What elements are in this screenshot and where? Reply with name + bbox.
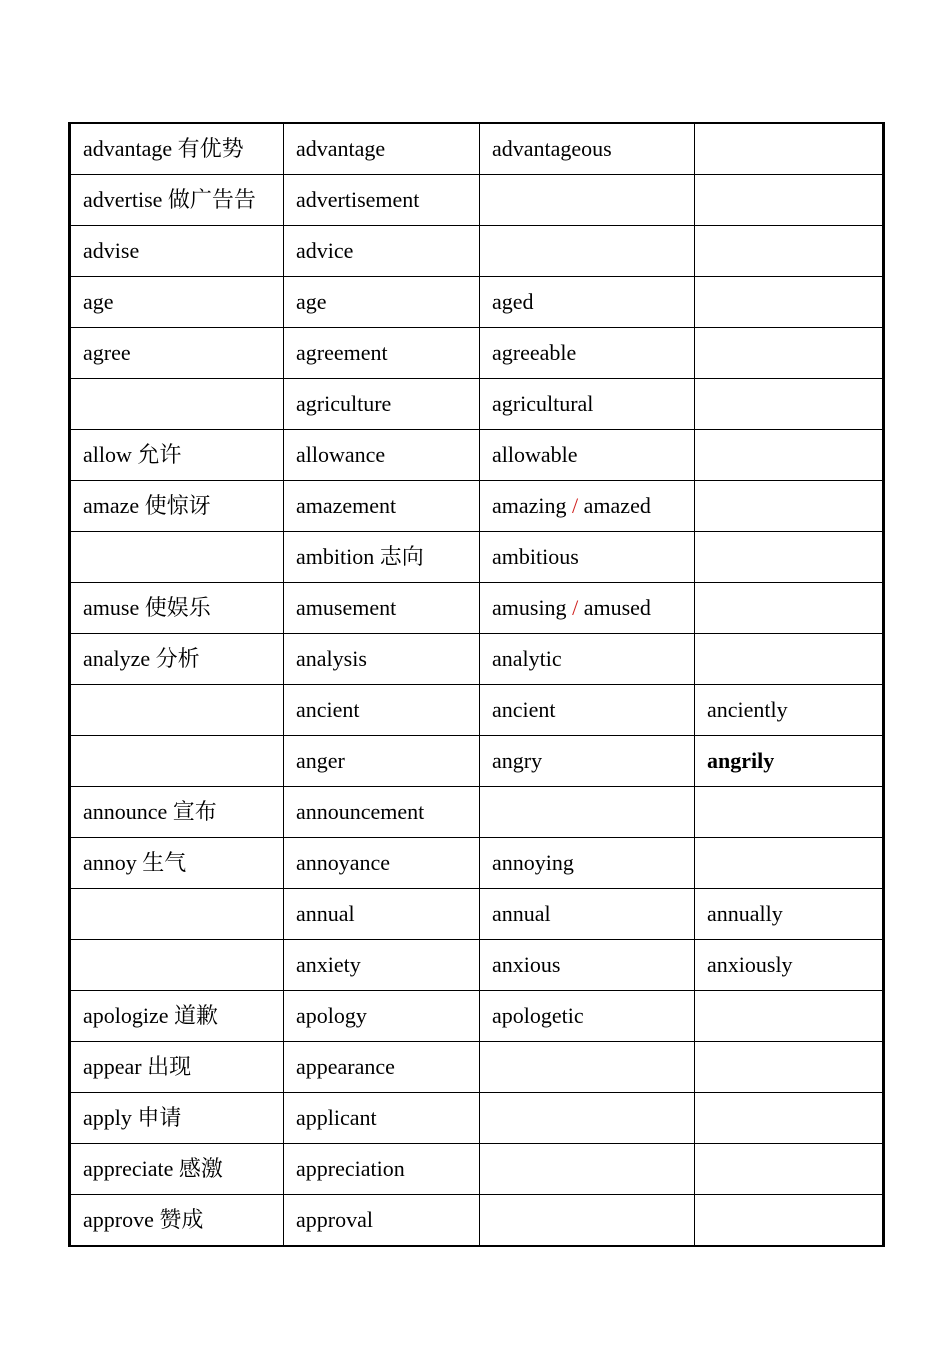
table-row <box>70 175 884 226</box>
table-cell-col4 <box>695 379 884 430</box>
table-cell-col4 <box>695 583 884 634</box>
table-cell-col2 <box>284 1144 480 1195</box>
word-text: advise <box>83 238 140 263</box>
word-text: allowable <box>492 442 578 467</box>
word-text: appear 出现 <box>83 1054 192 1079</box>
word-text: analysis <box>296 646 367 671</box>
table-cell-col1 <box>70 1042 284 1093</box>
table-cell-col2 <box>284 379 480 430</box>
table-cell-col2 <box>284 226 480 277</box>
table-cell-col1 <box>70 634 284 685</box>
table-row <box>70 634 884 685</box>
table-cell-col1 <box>70 277 284 328</box>
table-cell-col4 <box>695 736 884 787</box>
table-cell-col3 <box>480 277 695 328</box>
table-row <box>70 532 884 583</box>
table-cell-col4 <box>695 226 884 277</box>
table-cell-col3 <box>480 1195 695 1247</box>
table-cell-col2 <box>284 481 480 532</box>
word-text: annoying <box>492 850 574 875</box>
table-row <box>70 430 884 481</box>
word-text: apply 申请 <box>83 1105 182 1130</box>
table-cell-col3 <box>480 583 695 634</box>
table-cell-col1 <box>70 889 284 940</box>
word-text: anger <box>296 748 345 773</box>
word-text: agricultural <box>492 391 594 416</box>
word-text: advantage <box>296 136 386 161</box>
word-text: aged <box>492 289 534 314</box>
word-text: agriculture <box>296 391 392 416</box>
table-cell-col2 <box>284 175 480 226</box>
table-cell-col4 <box>695 175 884 226</box>
word-text: annoy 生气 <box>83 850 187 875</box>
table-row <box>70 1144 884 1195</box>
table-row <box>70 481 884 532</box>
table-cell-col3 <box>480 226 695 277</box>
table-cell-col2 <box>284 328 480 379</box>
table-cell-col3 <box>480 1093 695 1144</box>
table-cell-col1 <box>70 175 284 226</box>
table-cell-col1 <box>70 1195 284 1247</box>
table-cell-col1 <box>70 583 284 634</box>
table-cell-col4 <box>695 328 884 379</box>
table-row <box>70 1042 884 1093</box>
word-text: analytic <box>492 646 562 671</box>
table-row <box>70 940 884 991</box>
table-cell-col1 <box>70 532 284 583</box>
table-cell-col4 <box>695 430 884 481</box>
table-row <box>70 1093 884 1144</box>
table-cell-col1 <box>70 226 284 277</box>
table-cell-col4 <box>695 889 884 940</box>
word-text: advantage 有优势 <box>83 136 244 161</box>
table-cell-col1 <box>70 838 284 889</box>
word-text: appearance <box>296 1054 395 1079</box>
word-text: amused <box>578 595 651 620</box>
table-cell-col4 <box>695 123 884 175</box>
table-row <box>70 1195 884 1247</box>
table-row <box>70 685 884 736</box>
table-cell-col2 <box>284 277 480 328</box>
table-row <box>70 991 884 1042</box>
table-cell-col1 <box>70 481 284 532</box>
word-text: agreement <box>296 340 388 365</box>
table-cell-col1 <box>70 1144 284 1195</box>
table-cell-col2 <box>284 123 480 175</box>
word-text: ancient <box>296 697 360 722</box>
table-cell-col3 <box>480 634 695 685</box>
table-cell-col2 <box>284 940 480 991</box>
table-cell-col1 <box>70 787 284 838</box>
table-cell-col3 <box>480 991 695 1042</box>
table-row <box>70 123 884 175</box>
word-text: advantageous <box>492 136 612 161</box>
word-forms-table <box>68 122 885 1247</box>
word-text: annual <box>296 901 355 926</box>
word-text: agree <box>83 340 131 365</box>
word-text: appreciation <box>296 1156 405 1181</box>
word-text: apologetic <box>492 1003 584 1028</box>
table-cell-col3 <box>480 430 695 481</box>
table-cell-col2 <box>284 583 480 634</box>
table-cell-col1 <box>70 379 284 430</box>
separator-slash: / <box>572 595 579 620</box>
word-text: advertise 做广告告 <box>83 187 256 212</box>
table-cell-col3 <box>480 175 695 226</box>
table-cell-col3 <box>480 787 695 838</box>
table-cell-col1 <box>70 328 284 379</box>
word-text: anciently <box>707 697 788 722</box>
word-text: analyze 分析 <box>83 646 200 671</box>
table-cell-col3 <box>480 379 695 430</box>
table-cell-col1 <box>70 1093 284 1144</box>
word-text: applicant <box>296 1105 377 1130</box>
table-cell-col4 <box>695 991 884 1042</box>
table-cell-col3 <box>480 123 695 175</box>
table-cell-col1 <box>70 685 284 736</box>
table-cell-col3 <box>480 481 695 532</box>
word-text: annual <box>492 901 551 926</box>
word-text: appreciate 感激 <box>83 1156 223 1181</box>
table-cell-col4 <box>695 481 884 532</box>
word-text: apology <box>296 1003 367 1028</box>
table-cell-col3 <box>480 1042 695 1093</box>
word-text: age <box>83 289 114 314</box>
table-cell-col4 <box>695 1042 884 1093</box>
table-cell-col1 <box>70 940 284 991</box>
table-cell-col3 <box>480 532 695 583</box>
word-text: age <box>296 289 327 314</box>
table-cell-col4 <box>695 940 884 991</box>
table-row <box>70 328 884 379</box>
table-row <box>70 277 884 328</box>
word-text: allowance <box>296 442 386 467</box>
word-text: annually <box>707 901 783 926</box>
table-cell-col4 <box>695 1144 884 1195</box>
table-cell-col4 <box>695 532 884 583</box>
table-cell-col3 <box>480 838 695 889</box>
table-cell-col4 <box>695 1195 884 1247</box>
table-cell-col3 <box>480 940 695 991</box>
word-text: apologize 道歉 <box>83 1003 219 1028</box>
table-cell-col4 <box>695 277 884 328</box>
table-cell-col1 <box>70 123 284 175</box>
table-cell-col1 <box>70 736 284 787</box>
table-cell-col2 <box>284 889 480 940</box>
table-cell-col2 <box>284 1093 480 1144</box>
word-text: anxious <box>492 952 561 977</box>
word-text: amaze 使惊讶 <box>83 493 211 518</box>
table-cell-col2 <box>284 736 480 787</box>
word-text: approve 赞成 <box>83 1207 204 1232</box>
table-cell-col3 <box>480 328 695 379</box>
table-cell-col4 <box>695 787 884 838</box>
word-text: amusement <box>296 595 397 620</box>
table-cell-col1 <box>70 430 284 481</box>
table-cell-col3 <box>480 889 695 940</box>
word-text: amuse 使娱乐 <box>83 595 211 620</box>
table-row <box>70 226 884 277</box>
table-cell-col3 <box>480 685 695 736</box>
word-text: angrily <box>707 748 775 773</box>
separator-slash: / <box>572 493 579 518</box>
table-row <box>70 787 884 838</box>
table-cell-col2 <box>284 991 480 1042</box>
word-text: amazed <box>578 493 651 518</box>
word-text: amusing <box>492 595 573 620</box>
word-text: anxiously <box>707 952 793 977</box>
table-cell-col2 <box>284 787 480 838</box>
word-text: advice <box>296 238 354 263</box>
table-cell-col2 <box>284 532 480 583</box>
table-cell-col2 <box>284 1042 480 1093</box>
word-text: ancient <box>492 697 556 722</box>
table-cell-col2 <box>284 838 480 889</box>
word-text: angry <box>492 748 543 773</box>
word-text: amazing <box>492 493 573 518</box>
word-text: agreeable <box>492 340 577 365</box>
table-row <box>70 583 884 634</box>
table-cell-col3 <box>480 1144 695 1195</box>
word-text: announce 宣布 <box>83 799 217 824</box>
word-text: ambitious <box>492 544 579 569</box>
word-text: anxiety <box>296 952 361 977</box>
word-text: advertisement <box>296 187 420 212</box>
table-cell-col4 <box>695 634 884 685</box>
word-text: amazement <box>296 493 397 518</box>
table-cell-col2 <box>284 685 480 736</box>
table-cell-col4 <box>695 838 884 889</box>
word-text: annoyance <box>296 850 391 875</box>
table-row <box>70 379 884 430</box>
word-text: ambition 志向 <box>296 544 424 569</box>
table-cell-col3 <box>480 736 695 787</box>
word-text: announcement <box>296 799 425 824</box>
table-cell-col4 <box>695 685 884 736</box>
word-text: approval <box>296 1207 373 1232</box>
word-text: allow 允许 <box>83 442 182 467</box>
table-cell-col1 <box>70 991 284 1042</box>
table-row <box>70 736 884 787</box>
table-cell-col2 <box>284 430 480 481</box>
table-cell-col2 <box>284 1195 480 1247</box>
table-cell-col2 <box>284 634 480 685</box>
table-cell-col4 <box>695 1093 884 1144</box>
table-row <box>70 838 884 889</box>
table-row <box>70 889 884 940</box>
table-body <box>70 123 884 1246</box>
